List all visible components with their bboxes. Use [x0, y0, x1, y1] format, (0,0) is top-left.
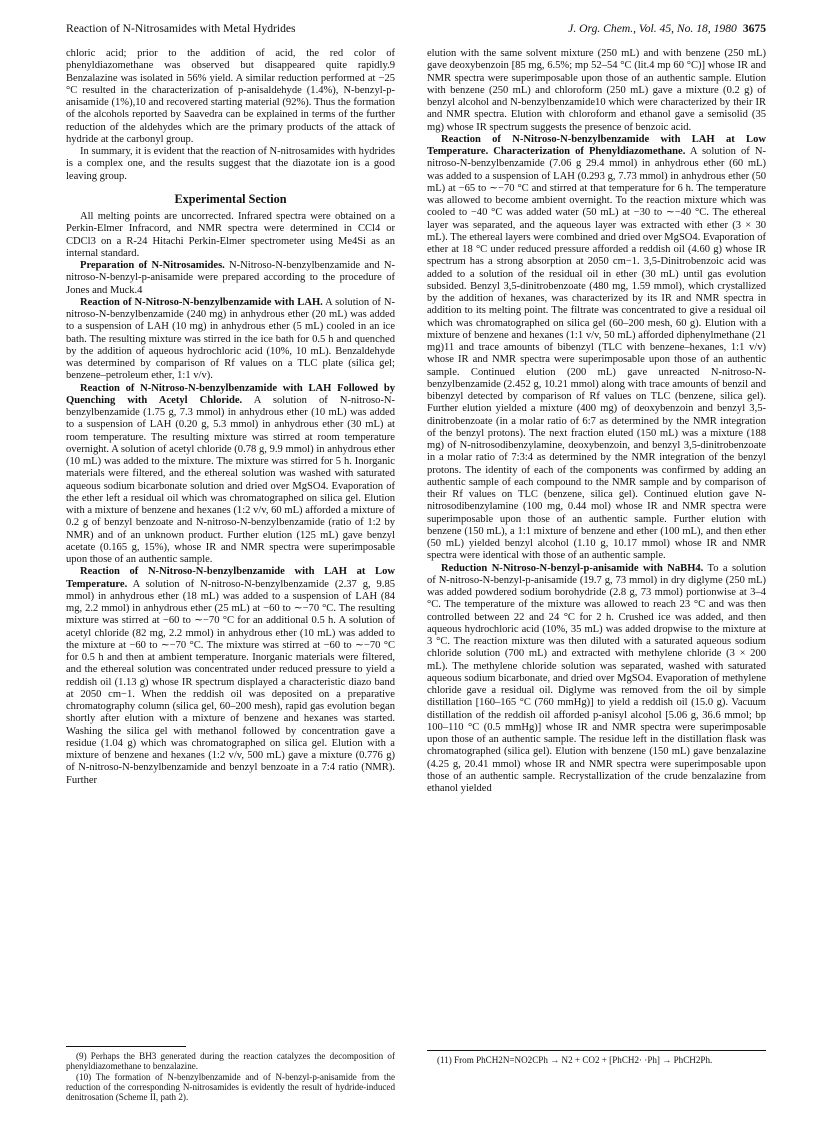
paragraph: [66, 297, 395, 383]
paragraph: [66, 566, 395, 787]
paragraph: [427, 134, 766, 563]
page-number: 3675: [742, 22, 766, 35]
paragraph-heading: Preparation of N-Nitrosamides.: [80, 260, 225, 271]
paragraph-text: In summary, it is evident that the reaction of N-nitrosamides with hydrides is a complex one, and the results suggest that the diazotate ion is a good leaving group.: [66, 146, 395, 182]
footnote: (9) Perhaps the BH3 generated during the reaction catalyzes the decomposition of phenyldiazomethane to benzalazine.: [66, 1051, 395, 1072]
paragraph: [66, 383, 395, 567]
footnote-rule: [66, 1046, 186, 1047]
paragraph-text: chloric acid; prior to the addition of acid, the red color of phenyldiazomethane was observed but disappeared quite rapidly.9 Benzalazine was isolated in 56% yield. A similar reduction performed at −25 °C resulted in the characterization of p-anisaldehyde (1.4%), N-benzyl-p-anisamide (1%),10 and recovered starting material (92%). Thus the formation of the alcohols reported by Saavedra can be explained in terms of the further reduction of the aldehydes which are the primary products of the attack of hydride at the carbonyl group.: [66, 48, 395, 145]
paragraph: [66, 211, 395, 260]
paragraph-heading: Reaction of N-Nitroso-N-benzylbenzamide with LAH.: [80, 296, 323, 308]
footnote: (11) From PhCH2N=NO2CPh → N2 + CO2 + [PhCH2· ·Ph] → PhCH2Ph.: [437, 1055, 713, 1065]
paragraph-heading: Reaction of N-Nitroso-N-benzylbenzamide with LAH Followed by Quenching with Acetyl Chloride.: [66, 382, 395, 406]
paragraph-text: All melting points are uncorrected. Infrared spectra were obtained on a Perkin-Elmer Infracord, and NMR spectra were determined in CCl4 or CDCl3 on a R-24 Hitachi Perkin-Elmer spectrometer using Me4Si as an internal standard.: [66, 211, 395, 259]
paragraph-text: A solution of N-nitroso-N-benzylbenzamide (1.75 g, 7.3 mmol) in anhydrous ether (10 mL) was added to a suspension of LAH (0.20 g, 5.3 mmol) in anhydrous ether (30 mL) at room temperature. The resulting mixture was stirred at room temperature overnight. A solution of acetyl chloride (0.78 g, 9.9 mmol) in anhydrous ether (10 mL) was added to the mixture. The mixture was stirred for 5 h. Inorganic materials were filtered, and the ethereal solution was washed with saturated aqueous sodium bicarbonate solution and dried over MgSO4. Evaporation of the ether left a residual oil which was chromatographed on silica gel. Elution with a mixture of benzene and hexanes (1:2 v/v, 60 mL) afforded a mixture of 0.2 g of benzyl benzoate and N-nitroso-N-benzylbenzamide (ratio of 1:2 by NMR) and of an unknown product. Further elution (125 mL) gave benzyl acetate (0.165 g, 15%), whose IR and NMR spectra were superimposable upon those of an authentic sample.: [66, 394, 395, 565]
running-header: [66, 22, 766, 40]
paragraph: [427, 48, 766, 134]
journal-citation: [568, 22, 766, 35]
footnote: (10) The formation of N-benzylbenzamide and of N-benzyl-p-anisamide from the reduction of the corresponding N-nitrosamides is evidently the result of hydride-induced denitrosation (Scheme II, path 2).: [66, 1071, 395, 1103]
right-column: [427, 48, 766, 795]
paragraph-heading: Reduction N-Nitroso-N-benzyl-p-anisamide with NaBH4.: [441, 562, 704, 574]
paragraph: [66, 260, 395, 297]
section-heading: Experimental Section: [174, 191, 287, 206]
left-column: [66, 48, 395, 787]
paragraph-text: To a solution of N-nitroso-N-benzyl-p-anisamide (19.7 g, 73 mmol) in dry diglyme (250 mL) was added powdered sodium borohydride (2.8 g, 73 mmol) portionwise at 3–4 °C. The temperature of the mixture was allowed to reach 23 °C and was then controlled between 22 and 24 °C for 2 h. Crushed ice was added, and then aqueous hydrochloric acid (10%, 35 mL) was added dropwise to the mixture at 3 °C. The reaction mixture was then diluted with a saturated aqueous sodium chloride solution (700 mL) and extracted with methylene chloride (3 × 200 mL). The methylene chloride solution was separated, washed with saturated aqueous sodium bicarbonate, and dried over MgSO4. Evaporation of methylene chloride gave a residual oil. Diglyme was removed from the oil by simple distillation [160–165 °C (760 mmHg)] to yield a reddish oil (15.0 g). Vacuum distillation of the reddish oil afforded p-anisyl alcohol [5.06 g, 36.6 mmol; bp 100–110 °C (0.5 mmHg)] whose IR and NMR spectra were superimposable upon those of an authentic sample. The residue left in the distillation flask was chromatographed (silica gel). Elution with benzene (150 mL) gave benzalazine (4.25 g, 20.41 mmol) whose IR and NMR spectra were superimposable upon those of an authentic sample. Recrystallization of the crude benzalazine from ethanol yielded: [427, 562, 766, 794]
paragraph-heading: Reaction of N-Nitroso-N-benzylbenzamide with LAH at Low Temperature.: [66, 566, 395, 590]
paragraph-heading: Reaction of N-Nitroso-N-benzylbenzamide with LAH at Low Temperature. Characterization of Phenyldiazomethane.: [427, 133, 766, 157]
paragraph-text: A solution of N-nitroso-N-benzylbenzamide (240 mg) in anhydrous ether (20 mL) was added to a suspension of LAH (10 mg) in anhydrous ether (5 mL) cooled in an ice bath. The resulting mixture was stirred in the ice bath for 0.5 h and quenched by the addition of aqueous hydrochloric acid (10%, 10 mL). Benzaldehyde was determined by comparison of Rf values on a TLC plate (silica gel; benzene–petroleum ether, 1:1 v/v).: [66, 296, 395, 382]
running-title: Reaction of N-Nitrosamides with Metal Hydrides: [66, 22, 296, 35]
footnotes-left: [66, 1051, 395, 1102]
paragraph-text: elution with the same solvent mixture (250 mL) and with benzene (250 mL) gave deoxybenzoin [85 mg, 6.5%; mp 52–54 °C (lit.4 mp 60 °C)] whose IR and NMR spectra were superimposable upon those of an authentic sample. Elution with benzene (250 mL) and chloroform (250 mL) gave a mixture (0.2 g) of benzyl alcohol and N-benzylbenzamide10 which were characterized by their IR and NMR spectra. Elution with chloroform and ethanol gave a semisolid (35 mg) whose IR spectrum suggests the presence of benzoic acid.: [427, 48, 766, 133]
footnotes-right: [427, 1055, 766, 1065]
paragraph-text: N-Nitroso-N-benzylbenzamide and N-nitroso-N-benzyl-p-anisamide were prepared according to the procedure of Jones and Muck.4: [66, 260, 395, 296]
paragraph: [427, 563, 766, 796]
paragraph: [66, 146, 395, 183]
paragraph: [66, 48, 395, 146]
footnote-rule-right: [427, 1050, 766, 1051]
paragraph-text: A solution of N-nitroso-N-benzylbenzamide (2.37 g, 9.85 mmol) in anhydrous ether (18 mL) was added to a suspension of LAH (84 mg, 2.2 mmol) in anhydrous ether (25 mL) at −60 to ∼−70 °C. The resulting mixture was stirred at −60 to ∼−70 °C for an additional 0.5 h. A solution of acetyl chloride (82 mg, 2.2 mmol) in anhydrous ether (10 mL) was added to the mixture at −60 to ∼−70 °C. The mixture was stirred at −60 to ∼−70 °C for 0.5 h and then at ambient temperature. Inorganic materials were filtered, and the ethereal solution was concentrated under reduced pressure to yield a reddish oil (1.13 g) whose IR spectrum displayed a characteristic diazo band at 2050 cm−1. When the reddish oil was deposited on a preparative chromatography column (silica gel, 60–200 mesh), rapid gas evolution began shortly after elution with a mixture of benzene and hexanes was started. Washing the silica gel with methanol followed by concentration gave a residue (1.04 g) which was chromatographed on silica gel. Elution with a mixture of benzene and hexanes (1:2 v/v, 500 mL) gave a mixture (0.776 g) of N-nitroso-N-benzylbenzamide and benzyl benzoate in a 7:4 ratio (NMR). Further: [66, 578, 395, 786]
paragraph-text: A solution of N-nitroso-N-benzylbenzamide (7.06 g 29.4 mmol) in anhydrous ether (60 mL) was added to a suspension of LAH (0.293 g, 7.73 mmol) in anhydrous ether (50 mL) at −65 to ∼−70 °C and stirred at that temperature for 6 h. The temperature was allowed to become ambient overnight. To the reaction mixture which was cooled to −40 °C was added water (50 mL) at −30 to ∼−40 °C. The ethereal layer was separated, and the aqueous layer was extracted with ether (3 × 30 mL). The ethereal layers were combined and dried over MgSO4. Evaporation of ether at 18 °C under reduced pressure afforded a reddish oil (4.60 g) whose IR spectrum has a strong absorption at 2050 cm−1. 3,5-Dinitrobenzoic acid was added to a solution of the residual oil in ether (30 mL) until gas evolution subsided. Benzyl 3,5-dinitrobenzoate (480 mg, 1.59 mmol), which crystallized by the addition of hexanes, was characterized by its IR and NMR spectra in addition to its melting point. The filtrate was concentrated to give a residual oil which was chromatographed on silica gel (60–200 mesh, 60 g). Elution with a mixture of benzene and hexanes (1:1 v/v, 50 mL) afforded diphenylmethane (21 mg)11 and trace amounts of bibenzyl (TLC with benzene–hexanes, 1:1 v/v) whose IR and NMR spectra were superimposable upon those of an authentic sample. Continued elution (200 mL) gave unreacted N-nitroso-N-benzylbenzamide (2.452 g, 10.21 mmol) along with trace amounts of benzil and bibenzyl detected by comparison of Rf values on TLC (benzene, silica gel). Further elution yielded a mixture (400 mg) of deoxybenzoin and benzyl 3,5-dinitrobenzoate (in a molar ratio of 6:7 as determined by the NMR integration of the benzyl protons). The next fraction eluted (150 mL) was a mixture (188 mg) of N-nitrosodibenzylamine, deoxybenzoin, and benzyl 3,5-dinitrobenzoate in a molar ratio of 7:3:4 as determined by the NMR integration of the benzyl protons. The identity of each of the components was confirmed by adding an authentic sample of each compound to the NMR sample and by comparison of their Rf values on TLC (benzene, silica gel). Continued elution gave N-nitrosodibenzylamine (100 mg, 0.44 mol) whose IR and NMR spectra were superimposable upon those of an authentic sample. Further elution with benzene (150 mL), a 1:1 mixture of benzene and ether (100 mL), and then ether (50 mL) yielded benzyl alcohol (1.10 g, 10.17 mmol) whose IR and NMR spectra were identical with those of an authentic sample.: [427, 146, 766, 562]
journal-name: J. Org. Chem., Vol. 45, No. 18, 1980: [568, 22, 737, 35]
